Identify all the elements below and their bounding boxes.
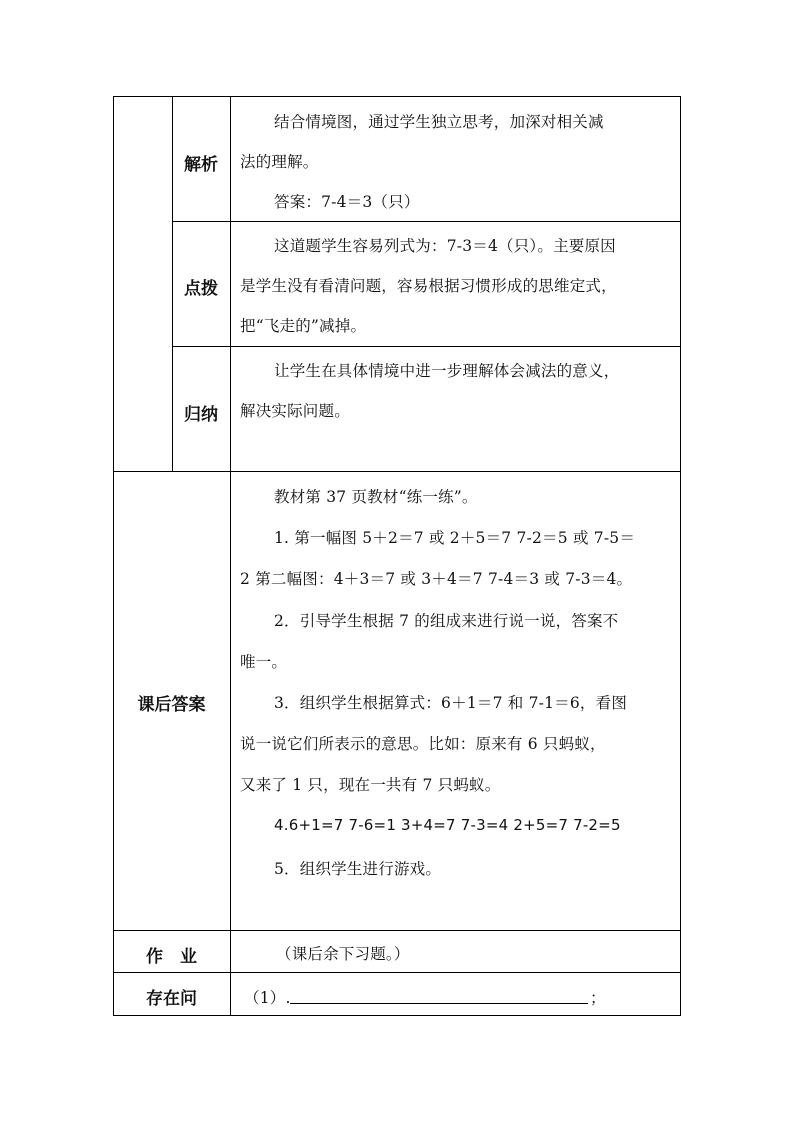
dianbo-line-2: 是学生没有看清问题，容易根据习惯形成的思维定式， <box>240 277 617 295</box>
kehou-line-7: 说一说它们所表示的意思。比如：原来有 6 只蚂蚁， <box>240 735 606 753</box>
rule-jiexi-dianbo <box>172 221 680 222</box>
guina-line-1: 让学生在具体情境中进一步理解体会减法的意义， <box>274 362 620 380</box>
guina-line-2: 解决实际问题。 <box>240 402 350 420</box>
cunzai-suffix: ； <box>590 989 606 1007</box>
label-jiexi: 解析 <box>184 155 218 175</box>
cunzai-prefix: （1）. <box>244 989 291 1007</box>
jiexi-line-1: 结合情境图，通过学生独立思考，加深对相关减 <box>274 113 604 131</box>
rule-zuoye-cunzai <box>113 972 680 973</box>
label-dianbo: 点拨 <box>184 279 218 299</box>
kehou-line-3: 2 第二幅图：4＋3＝7 或 3＋4＝7 7-4＝3 或 7-3＝4。 <box>240 570 633 588</box>
label-cunzai: 存在问 <box>146 989 197 1009</box>
kehou-line-8: 又来了 1 只，现在一共有 7 只蚂蚁。 <box>240 776 501 794</box>
dianbo-line-1: 这道题学生容易列式为：7-3＝4（只）。主要原因 <box>274 237 616 255</box>
dianbo-line-3: 把“飞走的”减掉。 <box>240 317 367 335</box>
rule-guina-kehou <box>113 471 680 472</box>
zuoye-text: （课后余下习题。） <box>276 945 410 963</box>
jiexi-line-3: 答案：7-4＝3（只） <box>274 193 420 211</box>
rule-bottom <box>113 1015 680 1016</box>
kehou-line-4: 2．引导学生根据 7 的组成来进行说一说，答案不 <box>274 612 619 630</box>
kehou-line-6: 3．组织学生根据算式：6＋1＝7 和 7-1＝6，看图 <box>274 694 628 712</box>
rule-content-left <box>230 96 231 1016</box>
rule-kehou-zuoye <box>113 930 680 931</box>
kehou-line-2: 1. 第一幅图 5＋2＝7 或 2＋5＝7 7-2＝5 或 7-5＝ <box>274 529 636 547</box>
jiexi-line-2: 法的理解。 <box>240 153 319 171</box>
kehou-line-9: 4.6+1=7 7-6=1 3+4=7 7-3=4 2+5=7 7-2=5 <box>274 816 621 834</box>
cunzai-fill-blank[interactable] <box>290 1003 588 1004</box>
rule-right <box>680 96 681 1016</box>
rule-top <box>113 96 680 97</box>
label-kehou: 课后答案 <box>137 695 206 715</box>
rule-left <box>113 96 114 1016</box>
rule-dianbo-guina <box>172 346 680 347</box>
kehou-line-5: 唯一。 <box>240 653 288 671</box>
label-zuoye: 作 业 <box>146 947 197 967</box>
kehou-line-1: 教材第 37 页教材“练一练”。 <box>274 488 478 506</box>
kehou-line-10: 5．组织学生进行游戏。 <box>274 860 442 878</box>
label-guina: 归纳 <box>184 405 218 425</box>
